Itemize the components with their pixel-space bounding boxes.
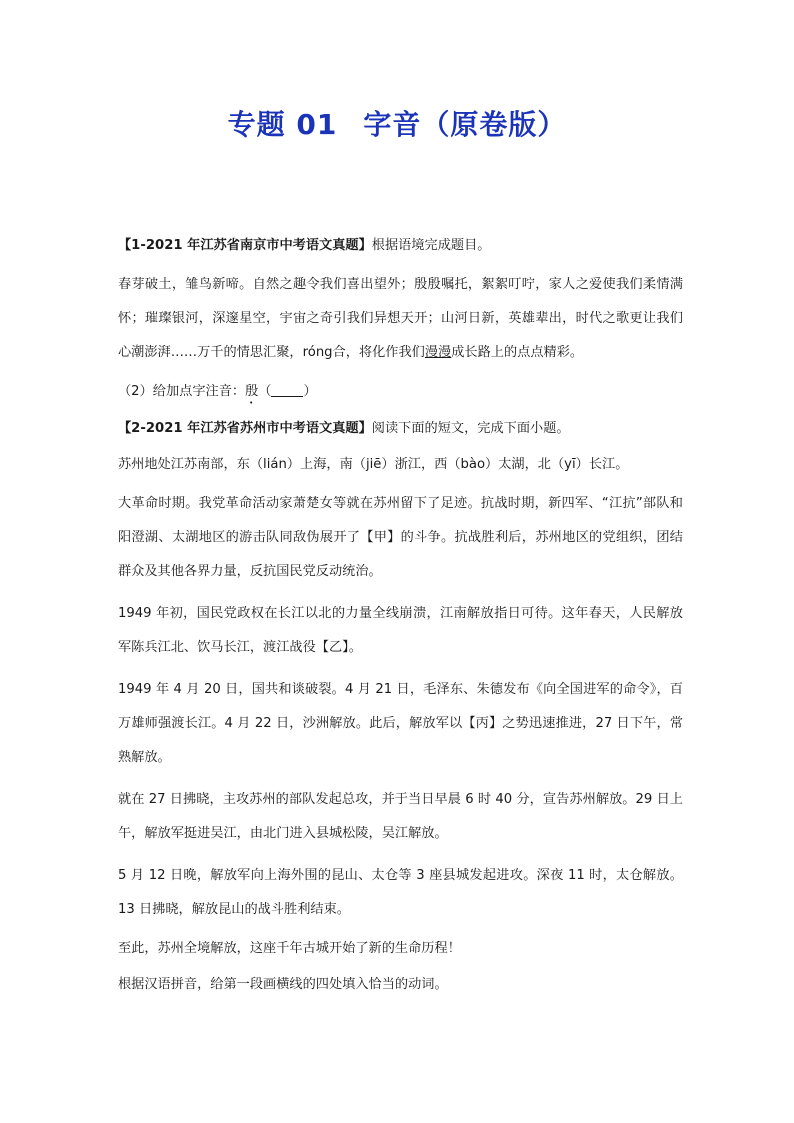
sub2-prefix: （2）给加点字注音： [118, 384, 246, 399]
question-2-paragraph-2: 大革命时期。我党革命活动家萧楚女等就在苏州留下了足迹。抗战时期，新四军、“江抗”部队和阳澄湖、太湖地区的游击队同敌伪展开了【甲】的斗争。抗战胜利后，苏州地区的党组织，团结群众及其他各界力量，反抗国民党反动统治。 [118, 496, 683, 579]
question-2-paragraph-4: 1949 年 4 月 20 日，国共和谈破裂。4 月 21 日，毛泽东、朱德发布《向全国进军的命令》，百万雄师强渡长江。4 月 22 日，沙洲解放。此后，解放军以【丙】之势迅速推进，27 日下午，常熟解放。 [118, 682, 683, 765]
page-title [0, 105, 794, 145]
sub2-open: （ [258, 384, 272, 399]
question-2-paragraph-1: 苏州地处江苏南部，东（lián）上海，南（jiē）浙江，西（bào）太湖，北（yī）长江。 [118, 457, 629, 472]
question-2-paragraph-8: 根据汉语拼音，给第一段画横线的四处填入恰当的动词。 [118, 977, 448, 992]
sub2-close: ） [303, 384, 317, 399]
document-body [118, 232, 683, 1007]
question-2-paragraph-3: 1949 年初，国民党政权在长江以北的力量全线崩溃，江南解放指日可待。这年春天，人民解放军陈兵江北、饮马长江，渡江战役【乙】。 [118, 606, 683, 655]
question-2-paragraph-5: 就在 27 日拂晓，主攻苏州的部队发起总攻，并于当日早晨 6 时 40 分，宣告苏州解放。29 日上午，解放军挺进吴江，由北门进入县城松陵，吴江解放。 [118, 792, 683, 841]
answer-blank[interactable] [271, 382, 303, 397]
title-part1: 专题 01 [227, 108, 338, 141]
passage-text-a: 春芽破土，雏鸟新啼。自然之趣令我们喜出望外；殷殷嘱托，絮絮叮咛，家人之爱使我们柔情满怀；璀璨银河，深邃星空，宇宙之奇引我们异想天开；山河日新，英雄辈出，时代之歌更让我们心潮澎湃……万千的情思汇聚，róng合，将化作我们 [118, 277, 683, 360]
question-1-source: 【1-2021 年江苏省南京市中考语文真题】 [118, 238, 372, 253]
question-1-passage [118, 268, 683, 370]
question-2-instruction: 阅读下面的短文，完成下面小题。 [371, 421, 570, 436]
question-1-sub-2 [118, 378, 683, 407]
question-1-instruction: 根据语境完成题目。 [371, 238, 491, 253]
passage-text-b: 成长路上的点点精彩。 [451, 345, 584, 360]
title-part2: 字音（原卷版） [363, 108, 567, 141]
question-2-paragraph-7: 至此，苏州全境解放，这座千年古城开始了新的生命历程！ [118, 941, 461, 956]
passage-underlined-word: 漫漫 [424, 345, 452, 360]
question-2-header [118, 415, 683, 443]
sub2-dotted-char: 殷 [245, 384, 259, 399]
question-2-source: 【2-2021 年江苏省苏州市中考语文真题】 [118, 421, 372, 436]
question-2-paragraph-6: 5 月 12 日晚，解放军向上海外围的昆山、太仓等 3 座县城发起进攻。深夜 11 时，太仓解放。13 日拂晓，解放昆山的战斗胜利结束。 [118, 868, 683, 917]
question-1-header [118, 232, 683, 260]
